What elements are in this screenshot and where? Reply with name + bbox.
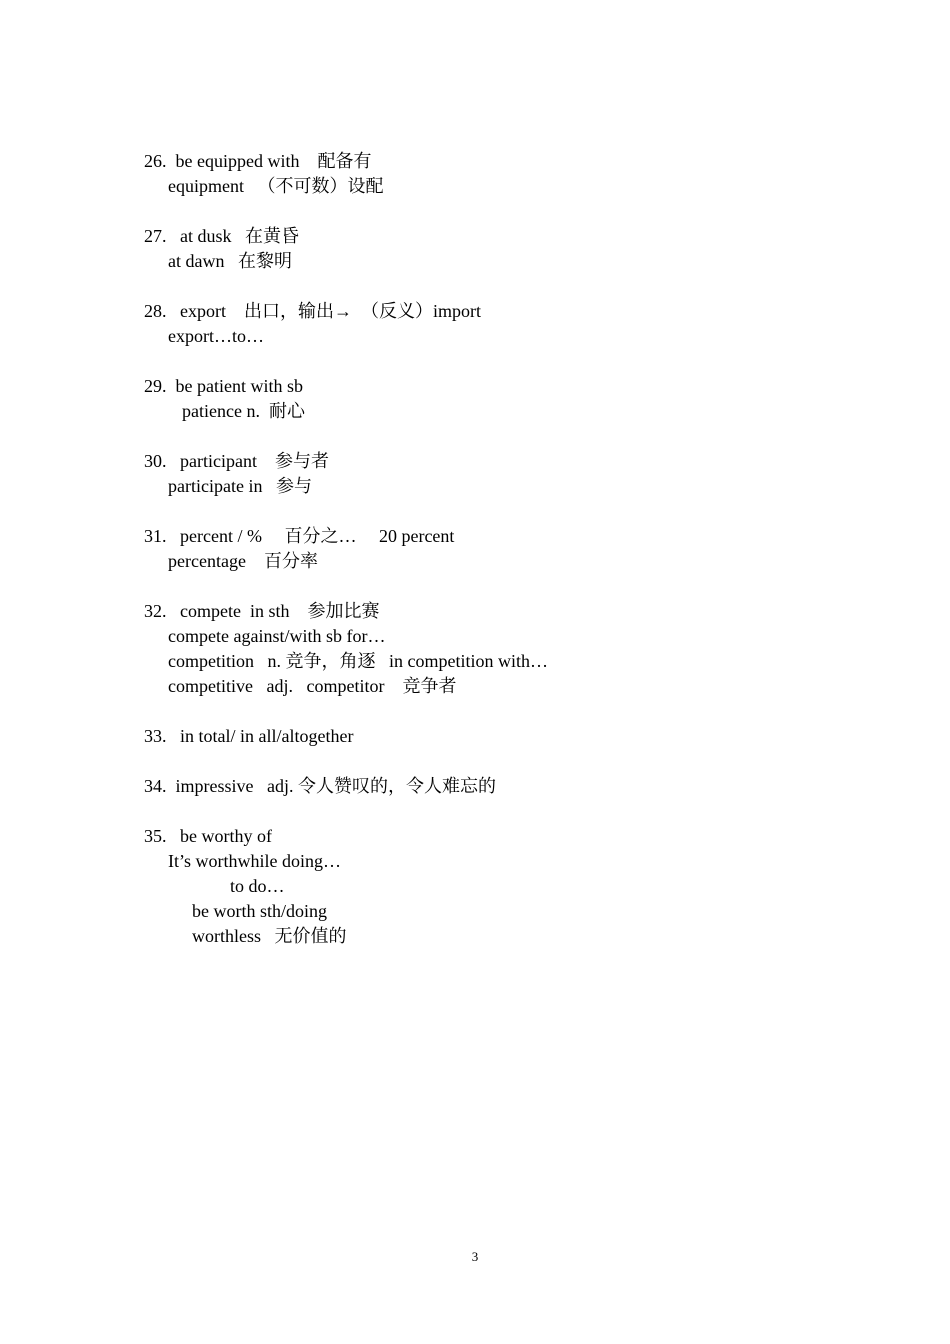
vocab-entry (144, 299, 844, 349)
vocab-entry (144, 374, 844, 424)
vocab-entry (144, 149, 844, 199)
entry-detail-line: at dawn 在黎明 (168, 251, 292, 271)
vocab-entry (144, 449, 844, 499)
vocab-entry (144, 524, 844, 574)
entry-detail-line: worthless 无价值的 (192, 926, 347, 946)
entry-headword-line: 29. be patient with sb (144, 376, 303, 396)
entry-detail-line: equipment （不可数）设配 (168, 176, 384, 196)
vocab-entry (144, 774, 844, 799)
entry-detail-line: competition n. 竞争，角逐 in competition with… (168, 651, 548, 671)
entry-headword-line: 30. participant 参与者 (144, 451, 329, 471)
vocab-entry (144, 824, 844, 949)
entry-headword-line: 33. in total/ in all/altogether (144, 726, 354, 746)
entry-detail-line: participate in 参与 (168, 476, 312, 496)
entry-headword-line: 28. export 出口，输出→ （反义）import (144, 301, 481, 321)
entry-headword-line: 27. at dusk 在黄昏 (144, 226, 299, 246)
vocabulary-list (144, 149, 844, 974)
entry-headword-line: 31. percent / % 百分之… 20 percent (144, 526, 455, 546)
entry-detail-line: compete against/with sb for… (168, 626, 386, 646)
entry-headword-line: 35. be worthy of (144, 826, 272, 846)
vocab-entry (144, 224, 844, 274)
entry-detail-line: It’s worthwhile doing… (168, 851, 341, 871)
entry-headword-line: 26. be equipped with 配备有 (144, 151, 372, 171)
page-number: 3 (471, 1249, 479, 1264)
entry-detail-line: patience n. 耐心 (182, 401, 305, 421)
entry-detail-line: percentage 百分率 (168, 551, 318, 571)
vocab-entry (144, 599, 844, 699)
entry-headword-line: 34. impressive adj. 令人赞叹的，令人难忘的 (144, 776, 496, 796)
entry-detail-line: to do… (230, 876, 285, 896)
vocab-entry (144, 724, 844, 749)
entry-headword-line: 32. compete in sth 参加比赛 (144, 601, 380, 621)
entry-detail-line: be worth sth/doing (192, 901, 327, 921)
entry-detail-line: export…to… (168, 326, 264, 346)
entry-detail-line: competitive adj. competitor 竞争者 (168, 676, 457, 696)
